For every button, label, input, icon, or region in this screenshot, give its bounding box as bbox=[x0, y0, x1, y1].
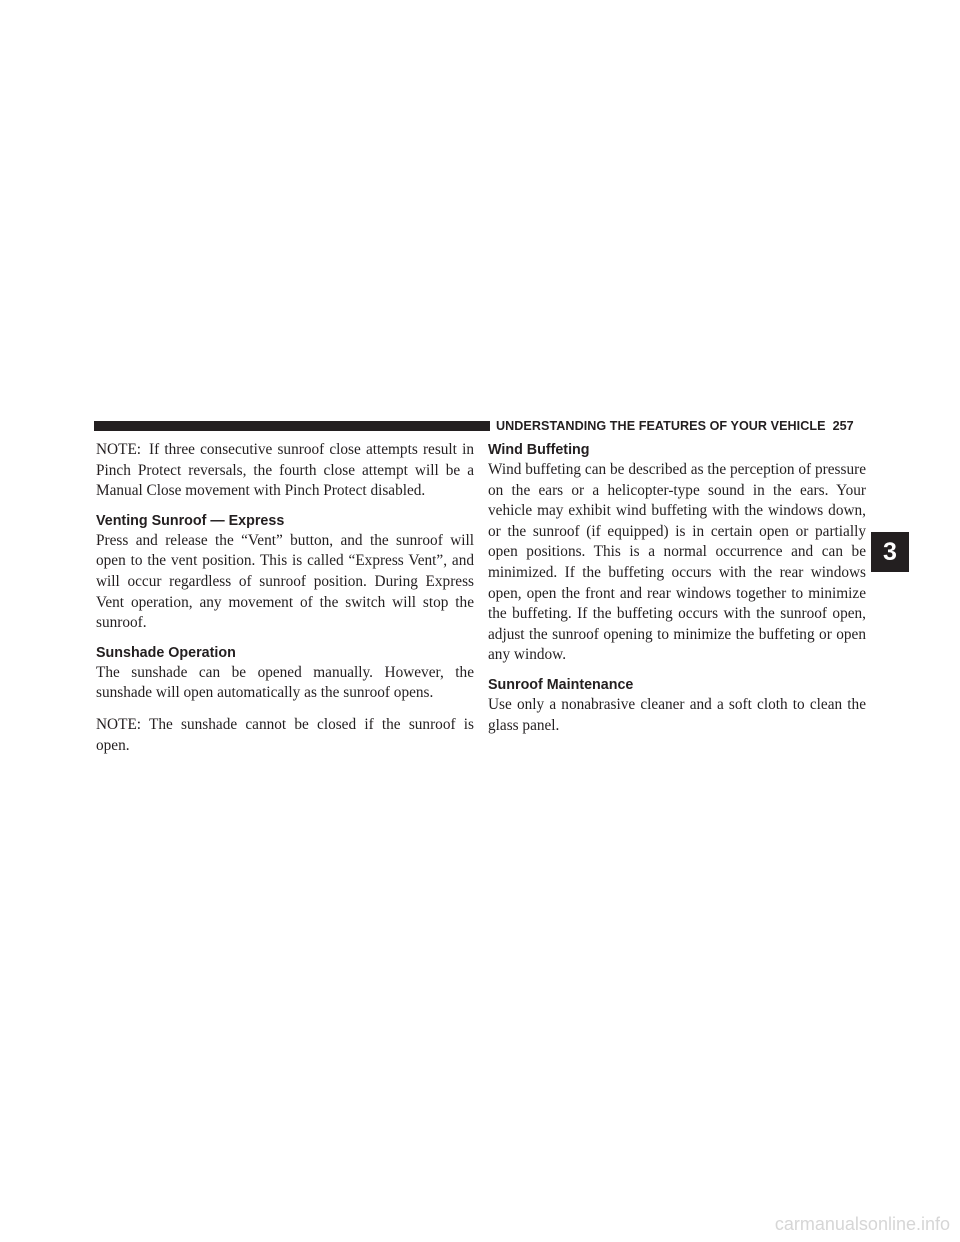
wind-buffeting-heading: Wind Buffeting bbox=[488, 442, 590, 458]
note-text: If three consecutive sunroof close attempts result in Pinch Protect reversals, the fourth close attempt will be a Manual Close movement with Pinch Protect disabled. bbox=[96, 441, 474, 500]
note-text: The sunshade cannot be closed if the sunroof is open. bbox=[96, 715, 474, 754]
venting-sunroof-text: Press and release the “Vent” button, and the sunroof will open to the vent position. This is called “Express Vent”, and will occur regardless of sunroof position. During Express Vent operation, any movement of the switch will stop the sunroof. bbox=[96, 531, 474, 632]
sunroof-maintenance-heading: Sunroof Maintenance bbox=[488, 676, 634, 693]
sunroof-maintenance-text: Use only a nonabrasive cleaner and a soft cloth to clean the glass panel. bbox=[488, 695, 866, 734]
note-label: NOTE: bbox=[96, 715, 142, 733]
sunshade-operation-heading: Sunshade Operation bbox=[96, 644, 236, 661]
header-rule bbox=[94, 421, 490, 431]
section-title: UNDERSTANDING THE FEATURES OF YOUR VEHICLE bbox=[496, 419, 826, 433]
running-header bbox=[496, 418, 866, 434]
note-label: NOTE: bbox=[96, 441, 142, 458]
chapter-tab: 3 bbox=[871, 532, 909, 572]
right-column bbox=[488, 441, 866, 736]
sunshade-note-paragraph bbox=[96, 715, 474, 756]
venting-sunroof-heading: Venting Sunroof — Express bbox=[96, 512, 285, 529]
page-number: 257 bbox=[832, 419, 854, 433]
wind-buffeting-text: Wind buffeting can be described as the perception of pressure on the ears or a helicopter-type sound in the ears. Your vehicle may exhibit wind buffeting with the windows down, or the sunroof (if equipped) is in certain open or partially open positions. This is a normal occurrence and can be minimized. If the buffeting occurs with the rear windows open, open the front and rear windows together to minimize the buffeting. If the buffeting occurs with the sunroof open, adjust the sunroof opening to minimize the buffeting or open any window. bbox=[488, 461, 866, 664]
note-paragraph bbox=[96, 440, 474, 502]
left-column bbox=[96, 440, 474, 756]
watermark: carmanualsonline.info bbox=[774, 1214, 950, 1234]
sunshade-operation-text: The sunshade can be opened manually. However, the sunshade will open automatically as the sunroof opens. bbox=[96, 663, 474, 702]
